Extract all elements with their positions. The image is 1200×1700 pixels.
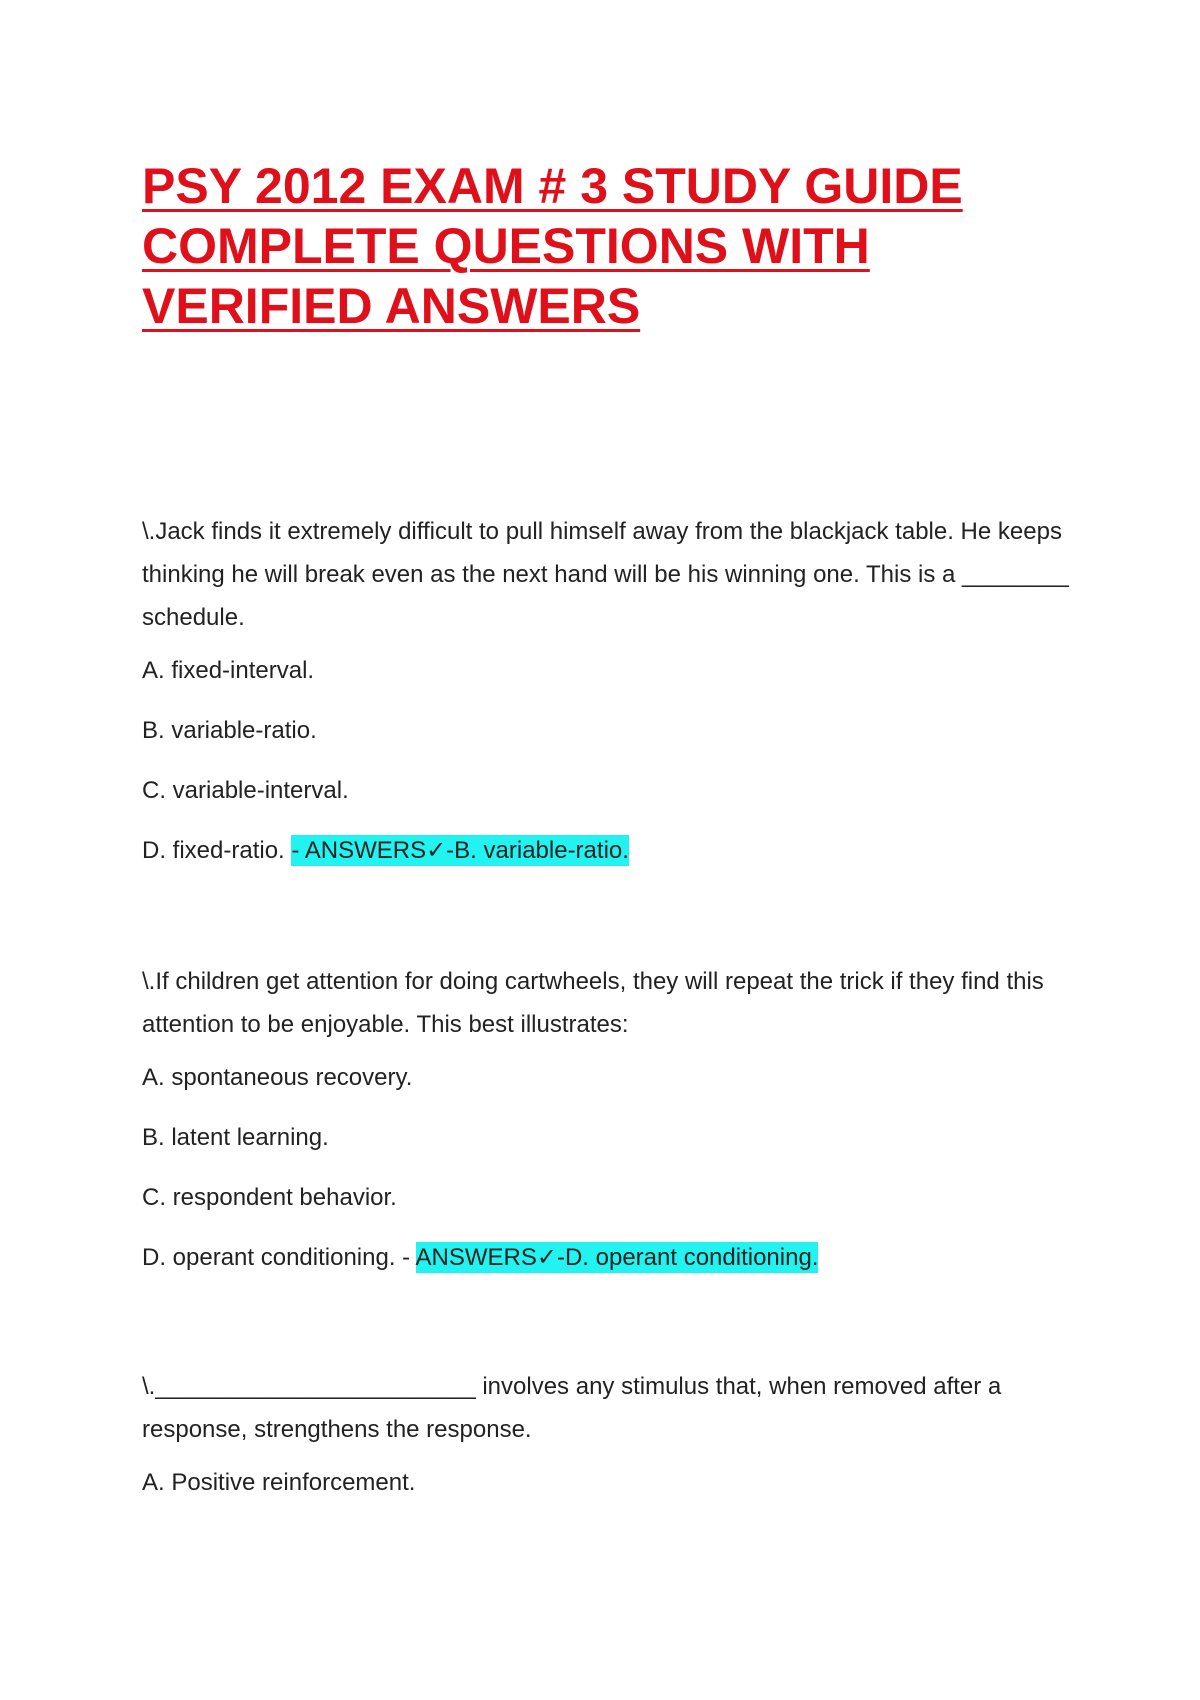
document-title	[142, 156, 1022, 336]
option-b: B. variable-ratio.	[142, 717, 317, 744]
option-a: A. spontaneous recovery.	[142, 1064, 413, 1091]
question-text: \.________________________ involves any stimulus that, when removed after a response, strengthens the response.	[142, 1373, 1002, 1443]
option-c: C. variable-interval.	[142, 777, 349, 804]
option-d	[142, 836, 1072, 866]
title-line-3: VERIFIED ANSWERS	[142, 278, 641, 334]
question-1	[142, 510, 1072, 866]
title-line-1: PSY 2012 EXAM # 3 STUDY GUIDE	[142, 158, 963, 214]
answer-highlight: - ANSWERS✓-B. variable-ratio.	[291, 837, 629, 864]
title-line-2: COMPLETE QUESTIONS WITH	[142, 218, 870, 274]
option-d-text: D. operant conditioning. -	[142, 1244, 411, 1271]
option-c: C. respondent behavior.	[142, 1184, 397, 1211]
option-d-text: D. fixed-ratio.	[142, 837, 285, 864]
question-3	[142, 1365, 1072, 1498]
option-a: A. Positive reinforcement.	[142, 1469, 416, 1496]
question-2	[142, 960, 1072, 1273]
answer-highlight: ANSWERS✓-D. operant conditioning.	[415, 1244, 819, 1271]
question-text: \.Jack finds it extremely difficult to pull himself away from the blackjack table. He keeps thinking he will break even as the next hand will be his winning one. This is a ________ schedule.	[142, 518, 1069, 631]
question-text: \.If children get attention for doing cartwheels, they will repeat the trick if they find this attention to be enjoyable. This best illustrates:	[142, 968, 1044, 1038]
option-d	[142, 1243, 1072, 1273]
option-b: B. latent learning.	[142, 1124, 329, 1151]
option-a: A. fixed-interval.	[142, 657, 315, 684]
